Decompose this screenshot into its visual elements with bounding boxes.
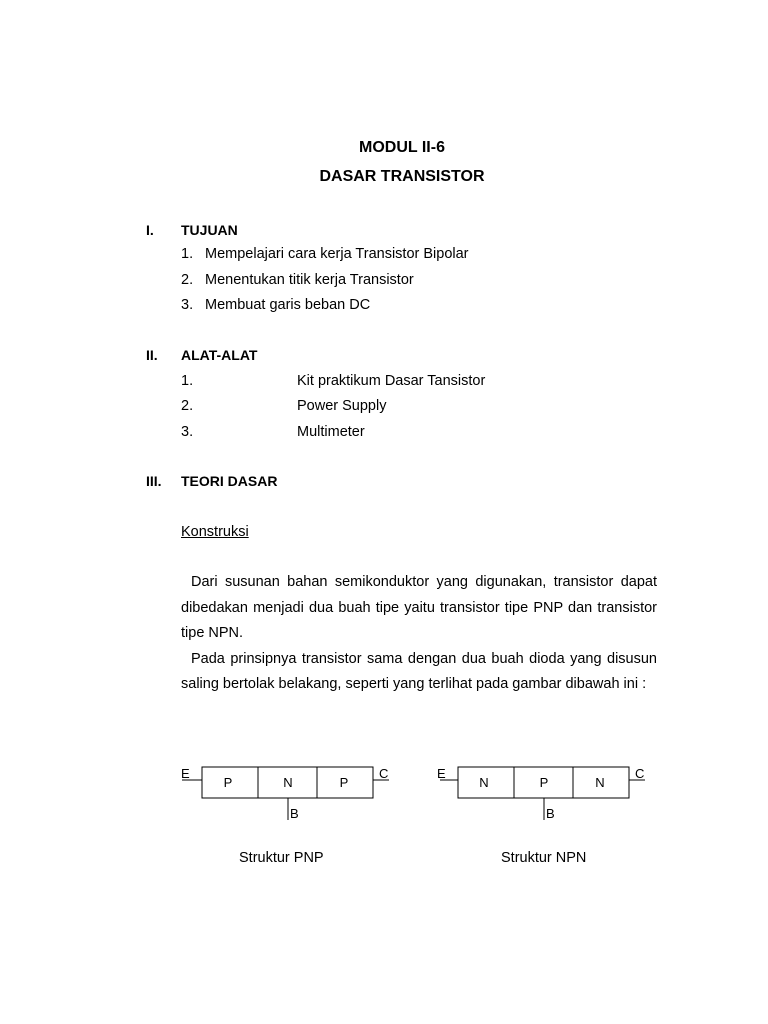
emitter-label: E — [181, 766, 190, 781]
list-item: Menentukan titik kerja Transistor — [205, 272, 414, 288]
list-item-number: 2. — [181, 272, 194, 288]
pnp-structure-diagram — [178, 762, 393, 829]
npn-structure-diagram — [436, 762, 651, 829]
subheading-konstruksi: Konstruksi — [181, 524, 249, 540]
section-number: II. — [146, 347, 158, 363]
list-item-number: 3. — [181, 297, 194, 313]
list-item-number: 3. — [181, 424, 194, 440]
paragraph: Dari susunan bahan semikonduktor yang digunakan, transistor dapat dibedakan menjadi dua buah tipe yaitu transistor tipe PNP dan transistor tipe NPN. — [181, 574, 657, 641]
collector-label: C — [635, 766, 645, 781]
section-title-teori: TEORI DASAR — [181, 473, 278, 489]
list-item-number: 2. — [181, 398, 194, 414]
section-number: III. — [146, 473, 162, 489]
list-item-number: 1. — [181, 246, 194, 262]
paragraph: Pada prinsipnya transistor sama dengan dua buah dioda yang disusun saling bertolak belakang, seperti yang terlihat pada gambar dibawah ini : — [181, 650, 657, 692]
layer-label: P — [339, 775, 349, 790]
list-item: Mempelajari cara kerja Transistor Bipolar — [205, 246, 469, 262]
page-subtitle: DASAR TRANSISTOR — [319, 168, 485, 185]
list-item: Membuat garis beban DC — [205, 297, 371, 313]
pnp-caption: Struktur PNP — [239, 850, 324, 866]
page-title: MODUL II-6 — [359, 139, 445, 156]
layer-label: P — [539, 775, 549, 790]
list-item: Multimeter — [297, 424, 365, 440]
list-item: Power Supply — [297, 398, 387, 414]
list-item: Kit praktikum Dasar Tansistor — [297, 373, 486, 389]
emitter-label: E — [437, 766, 446, 781]
list-item-number: 1. — [181, 373, 194, 389]
layer-label: N — [595, 775, 605, 790]
theory-text — [181, 570, 657, 698]
collector-label: C — [379, 766, 389, 781]
section-number: I. — [146, 222, 154, 238]
npn-caption: Struktur NPN — [501, 850, 587, 866]
section-title-tujuan: TUJUAN — [181, 222, 238, 238]
layer-label: N — [283, 775, 293, 790]
layer-label: P — [223, 775, 233, 790]
layer-label: N — [479, 775, 489, 790]
base-label: B — [546, 806, 555, 821]
base-label: B — [290, 806, 299, 821]
section-title-alat: ALAT-ALAT — [181, 347, 258, 363]
